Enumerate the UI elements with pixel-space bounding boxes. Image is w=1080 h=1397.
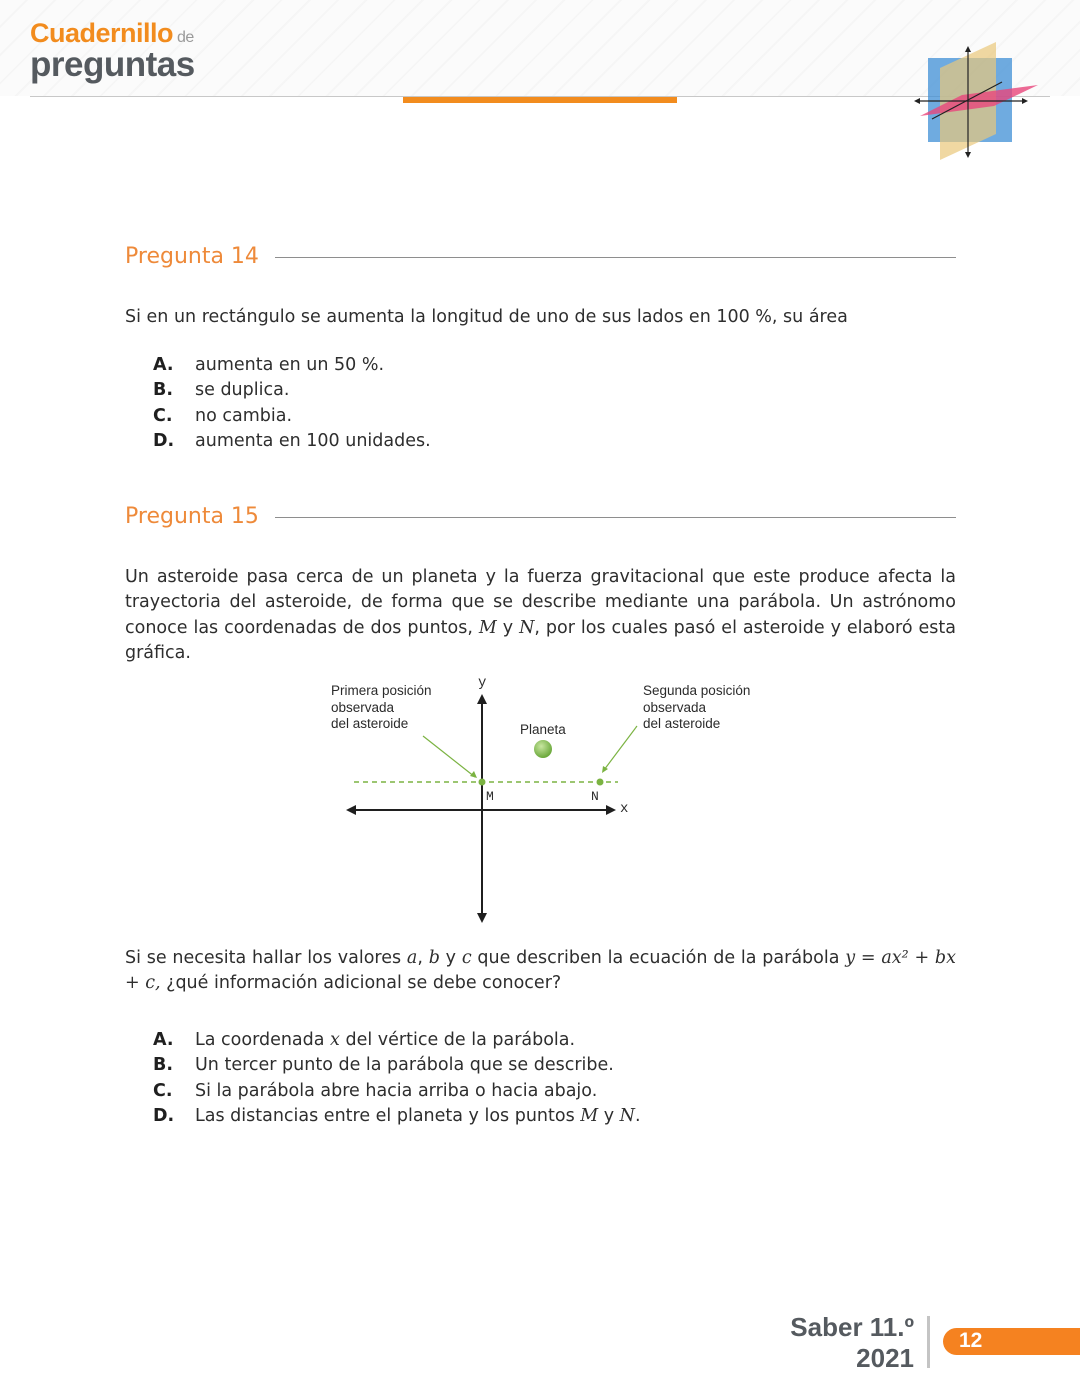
page-number-badge [943,1328,1080,1355]
option-letter: B. [153,380,173,401]
math-n: N [619,1105,635,1126]
footer-exam-name: Saber 11.º [790,1312,914,1342]
3d-coordinate-planes-icon [898,40,1042,162]
prompt-text: , [417,948,429,968]
brand-title-suffix: de [177,29,194,46]
footer-divider [927,1316,930,1368]
y-axis-label: y [478,675,487,691]
option-text: aumenta en un 50 %. [195,355,385,375]
label-line: Segunda posición [643,683,751,698]
asteroid-trajectory-figure [320,670,760,930]
question-15-header [125,504,956,529]
question-15-stem [125,565,956,666]
text: Las distancias entre el planeta y los puntos [195,1105,581,1126]
footer-year: 2021 [856,1343,914,1373]
math-a: a [406,948,418,968]
math-n: N [519,617,535,638]
text: . [634,1105,641,1126]
page-number: 12 [959,1329,983,1352]
text: La coordenada [195,1030,331,1050]
option-letter: A. [153,1030,174,1050]
option-letter: D. [153,1105,175,1126]
text: y [598,1105,620,1126]
point-m-label: M [486,789,494,804]
option-d[interactable] [153,429,431,454]
label-line: del asteroide [331,716,409,731]
header-accent-bar [403,97,677,103]
option-c[interactable] [153,1079,641,1104]
second-position-label [643,683,750,733]
label-line: observada [331,699,395,715]
label-line: observada [643,699,707,715]
question-15-title: Pregunta 15 [125,504,259,529]
option-text: se duplica. [195,380,290,401]
question-14-title: Pregunta 14 [125,244,259,269]
first-position-label [331,683,432,733]
stem-text: y [496,617,520,638]
option-a[interactable] [153,1028,641,1053]
math-x: x [330,1030,340,1050]
question-14-rule [275,257,956,258]
footer-title [790,1312,914,1374]
option-letter: D. [153,430,175,451]
option-text: aumenta en 100 unidades. [195,430,431,451]
prompt-text: y [439,948,462,968]
option-b[interactable] [153,378,431,403]
brand-subtitle: preguntas [30,45,195,84]
math-c: c [461,948,472,968]
option-b[interactable] [153,1053,641,1078]
option-d[interactable] [153,1104,641,1129]
option-letter: A. [153,355,174,375]
prompt-text: que describen la ecuación de la parábola [471,948,846,968]
question-15-options [153,1028,641,1129]
option-letter: C. [153,405,173,426]
stem-text: , por los cuales pasó el asteroide y elaboró esta gráfica. [125,617,956,663]
question-14-stem: Si en un rectángulo se aumenta la longitud de uno de sus lados en 100 %, su área [125,307,848,327]
option-c[interactable] [153,404,431,429]
math-m: M [580,1105,599,1126]
question-15-rule [275,517,956,518]
planet-label: Planeta [520,722,566,737]
point-n-label: N [591,789,599,804]
question-15-prompt [125,946,956,997]
option-text [195,1104,641,1129]
question-14-header [125,244,956,269]
label-line: Primera posición [331,683,432,698]
page-header [0,0,1080,170]
option-text: Un tercer punto de la parábola que se describe. [195,1055,614,1076]
math-b: b [428,948,440,968]
brand-title-word: Cuadernillo [30,18,174,48]
question-14-options [153,353,431,454]
option-text: no cambia. [195,405,293,426]
option-letter: C. [153,1080,173,1101]
label-line: del asteroide [643,716,721,731]
math-m: M [478,617,497,638]
prompt-text: Si se necesita hallar los valores [125,948,407,968]
prompt-text: ¿qué información adicional se debe conocer? [160,973,562,994]
option-text: Si la parábola abre hacia arriba o hacia abajo. [195,1080,598,1101]
text: del vértice de la parábola. [339,1030,576,1050]
x-axis-label: x [620,801,629,817]
option-a[interactable] [153,353,431,378]
option-letter: B. [153,1055,173,1076]
parabola-equation: y = ax² + bx + c, [125,948,956,994]
stem-text: Un asteroide pasa cerca de un planeta y la fuerza gravitacional que este produce afecta la trayectoria del asteroide, de forma que se describe mediante una parábola. Un astrónomo conoce las coordenadas de dos puntos, [125,567,956,638]
option-text [195,1028,575,1053]
